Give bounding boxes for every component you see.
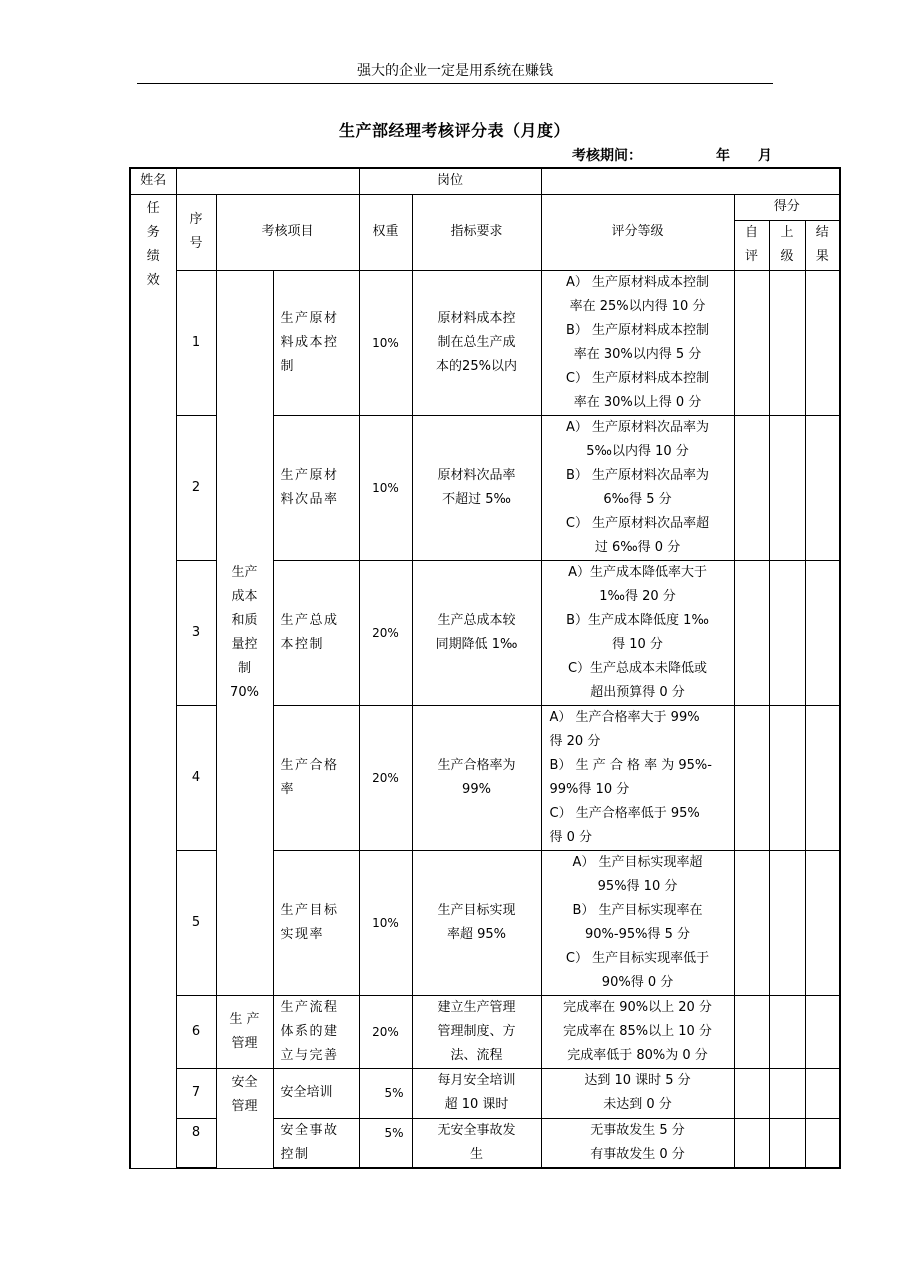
row-seq: 4 xyxy=(176,705,216,850)
superior-score-cell[interactable] xyxy=(769,705,805,850)
row-weight: 20% xyxy=(359,560,412,705)
header-requirement: 指标要求 xyxy=(412,194,541,270)
row-seq: 3 xyxy=(176,560,216,705)
table-row xyxy=(130,270,840,415)
period-month: 月 xyxy=(758,148,772,164)
info-row xyxy=(130,168,840,194)
row-requirement: 生产目标实现 率超 95% xyxy=(412,850,541,995)
row-seq: 6 xyxy=(176,995,216,1068)
row-requirement: 生产合格率为 99% xyxy=(412,705,541,850)
row-grading: 达到 10 课时 5 分 未达到 0 分 xyxy=(541,1068,734,1118)
period-label: 考核期间： xyxy=(572,148,642,164)
result-score-cell[interactable] xyxy=(805,560,840,705)
self-score-cell[interactable] xyxy=(734,415,769,560)
row-item: 安全事故 控制 xyxy=(273,1118,359,1168)
self-score-cell[interactable] xyxy=(734,850,769,995)
row-weight: 20% xyxy=(359,705,412,850)
row-item: 生产合格 率 xyxy=(273,705,359,850)
result-score-cell[interactable] xyxy=(805,850,840,995)
page-header xyxy=(137,59,773,84)
header-weight: 权重 xyxy=(359,194,412,270)
name-field[interactable] xyxy=(176,168,359,194)
superior-score-cell[interactable] xyxy=(769,560,805,705)
row-seq: 8 xyxy=(176,1118,216,1168)
superior-score-cell[interactable] xyxy=(769,415,805,560)
evaluation-table xyxy=(129,167,841,1169)
header-superior: 上 级 xyxy=(769,220,805,270)
self-score-cell[interactable] xyxy=(734,1068,769,1118)
post-label: 岗位 xyxy=(359,168,541,194)
self-score-cell[interactable] xyxy=(734,270,769,415)
row-requirement: 每月安全培训 超 10 课时 xyxy=(412,1068,541,1118)
row-weight: 20% xyxy=(359,995,412,1068)
header-item: 考核项目 xyxy=(216,194,359,270)
row-weight: 10% xyxy=(359,415,412,560)
period-year: 年 xyxy=(716,148,730,164)
name-label: 姓名 xyxy=(130,168,176,194)
row-item: 生产原材 料次品率 xyxy=(273,415,359,560)
row-seq: 2 xyxy=(176,415,216,560)
row-weight: 10% xyxy=(359,850,412,995)
row-grading: A） 生产原材料成本控制 率在 25%以内得 10 分 B） 生产原材料成本控制 率在 30%以内得 5 分 C） 生产原材料成本控制 率在 30%以上得 0 分 xyxy=(541,270,734,415)
row-grading: 完成率在 90%以上 20 分 完成率在 85%以上 10 分 完成率低于 80%为 0 分 xyxy=(541,995,734,1068)
superior-score-cell[interactable] xyxy=(769,270,805,415)
header-score: 得分 xyxy=(734,194,840,220)
self-score-cell[interactable] xyxy=(734,995,769,1068)
row-weight: 5% xyxy=(359,1118,412,1168)
header-result: 结 果 xyxy=(805,220,840,270)
row-seq: 5 xyxy=(176,850,216,995)
row-grading: A） 生产原材料次品率为 5‰以内得 10 分 B） 生产原材料次品率为 6‰得 5 分 C） 生产原材料次品率超 过 6‰得 0 分 xyxy=(541,415,734,560)
row-weight: 10% xyxy=(359,270,412,415)
row-seq: 1 xyxy=(176,270,216,415)
result-score-cell[interactable] xyxy=(805,415,840,560)
header-self: 自 评 xyxy=(734,220,769,270)
document-title: 生产部经理考核评分表（月度） xyxy=(338,121,570,140)
self-score-cell[interactable] xyxy=(734,560,769,705)
category-production-mgmt: 生 产 管理 xyxy=(216,995,273,1068)
post-field[interactable] xyxy=(541,168,840,194)
category-safety-mgmt: 安全 管理 xyxy=(216,1068,273,1168)
row-grading: A）生产成本降低率大于 1‰得 20 分 B）生产成本降低度 1‰ 得 10 分 C）生产总成本未降低或 超出预算得 0 分 xyxy=(541,560,734,705)
superior-score-cell[interactable] xyxy=(769,1118,805,1168)
row-seq: 7 xyxy=(176,1068,216,1118)
superior-score-cell[interactable] xyxy=(769,1068,805,1118)
row-item: 生产目标 实现率 xyxy=(273,850,359,995)
row-item: 生产总成 本控制 xyxy=(273,560,359,705)
row-weight: 5% xyxy=(359,1068,412,1118)
table-row xyxy=(130,995,840,1068)
section-task-performance: 任 务 绩 效 xyxy=(130,194,176,1168)
table-row xyxy=(130,1068,840,1118)
row-requirement: 无安全事故发 生 xyxy=(412,1118,541,1168)
row-item: 生产流程 体系的建 立与完善 xyxy=(273,995,359,1068)
result-score-cell[interactable] xyxy=(805,270,840,415)
row-grading: A） 生产合格率大于 99% 得 20 分 B） 生 产 合 格 率 为 95%- 99%得 10 分 C） 生产合格率低于 95% 得 0 分 xyxy=(541,705,734,850)
result-score-cell[interactable] xyxy=(805,1068,840,1118)
header-grading: 评分等级 xyxy=(541,194,734,270)
header-slogan: 强大的企业一定是用系统在赚钱 xyxy=(357,63,553,79)
row-requirement: 原材料成本控 制在总生产成 本的25%以内 xyxy=(412,270,541,415)
row-grading: 无事故发生 5 分 有事故发生 0 分 xyxy=(541,1118,734,1168)
header-row xyxy=(130,194,840,220)
category-cost-quality: 生产 成本 和质 量控 制 70% xyxy=(216,270,273,995)
row-item: 安全培训 xyxy=(273,1068,359,1118)
row-grading: A） 生产目标实现率超 95%得 10 分 B） 生产目标实现率在 90%-95%得 5 分 C） 生产目标实现率低于 90%得 0 分 xyxy=(541,850,734,995)
superior-score-cell[interactable] xyxy=(769,995,805,1068)
result-score-cell[interactable] xyxy=(805,995,840,1068)
result-score-cell[interactable] xyxy=(805,1118,840,1168)
superior-score-cell[interactable] xyxy=(769,850,805,995)
row-item: 生产原材 料成本控 制 xyxy=(273,270,359,415)
row-requirement: 建立生产管理 管理制度、方 法、流程 xyxy=(412,995,541,1068)
header-seq: 序 号 xyxy=(176,194,216,270)
result-score-cell[interactable] xyxy=(805,705,840,850)
self-score-cell[interactable] xyxy=(734,705,769,850)
row-requirement: 生产总成本较 同期降低 1‰ xyxy=(412,560,541,705)
row-requirement: 原材料次品率 不超过 5‰ xyxy=(412,415,541,560)
self-score-cell[interactable] xyxy=(734,1118,769,1168)
